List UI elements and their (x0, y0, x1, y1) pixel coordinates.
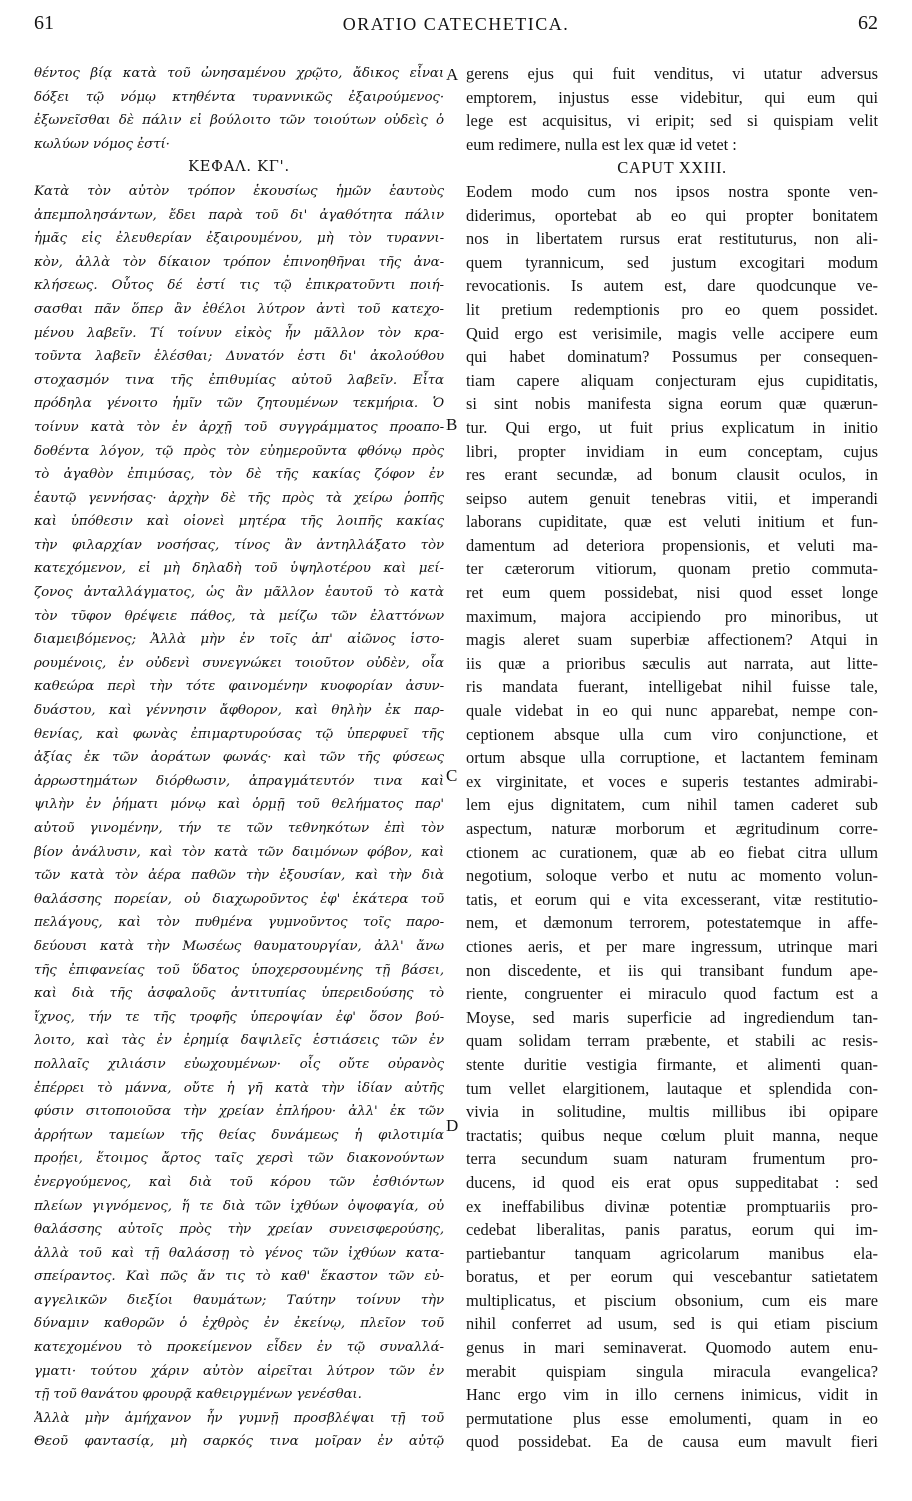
greek-text-line: στοχασμόν τινα τῆς ἐπιθυμίας αὐτοῦ λαβεῖν. Εἶτα (34, 372, 444, 388)
greek-text-line: τὸ ἀγαθὸν ἐπιμύσας, τὸν δὲ τῆς κακίας ζόφον ἐν (34, 467, 444, 483)
greek-text-line: ἀπεμπολησάντων, ἔδει παρὰ τοῦ δι' ἀγαθότητα πάλιν (34, 207, 444, 223)
latin-text-line: ter cæterorum vitiorum, quonam pretio commuta- (466, 559, 878, 579)
greek-text-line: τὴν φιλαρχίαν νοσήσας, τίνος ἂν ἀντηλλάξατο τὸν (34, 537, 444, 553)
greek-text-line: αὐτοῦ γινομένην, τήν τε τῶν τεθνηκότων ἐπὶ τὸν (34, 821, 444, 836)
greek-text-line: λοιτο, καὶ τὰς ἐν ἐρημίᾳ δαψιλεῖς ἑστιάσεις τῶν ἐν (34, 1033, 444, 1049)
greek-text-line: ἀλλὰ τοῦ καὶ τῇ θαλάσσῃ τὸ γένος τῶν ἰχθύων κατα- (34, 1245, 444, 1261)
latin-chapter-heading: CAPUT XXIII. (617, 158, 727, 178)
greek-text-line: δεύουσι κατὰ τὴν Μωσέως θαυματουργίαν, ἀλλ' ἄνω (34, 938, 444, 954)
greek-text-line: ζονος ἀνταλλάγματος, ὡς ἂν μᾶλλον ἑαυτοῦ τὸ κατὰ (34, 585, 444, 601)
latin-text-line: ctiones aeris, et per mare ingressum, utrinque mari (466, 936, 878, 956)
latin-text-line: res erant secundæ, ad bonum clausit oculos, in (466, 465, 878, 485)
greek-column (34, 62, 444, 1454)
page-header (34, 4, 878, 38)
greek-text-line: προῄει, ἕτοιμος ἄρτος ταῖς χερσὶ τῶν διακονούντων (34, 1151, 444, 1167)
latin-text-line: nihil conferret ad usum, sed is qui etiam piscium (466, 1314, 878, 1334)
greek-text-line: πρόδηλα γένοιτο ἡμῖν τῶν ζητουμένων τεκμήρια. Ὁ (34, 396, 444, 412)
greek-text-line: φύσιν σιτοποιοῦσα τὴν χρείαν ἐπλήρου· ἀλλ' ἐκ τῶν (34, 1104, 444, 1120)
latin-text-line: nem, et dæmonum terrorem, potestatemque in affe- (466, 913, 878, 933)
greek-text-line: κλήσεως. Οὗτος δέ ἐστί τις τῷ ἐπικρατοῦντι ποιή- (34, 278, 444, 294)
greek-text-line: ἐνεργούμενος, καὶ διὰ τοῦ κόρου τῶν ἐσθιόντων (34, 1174, 444, 1190)
greek-text-line: τοίνυν κατὰ τὸν ἐν ἀρχῇ τοῦ συγγράμματος προαπο- (34, 419, 444, 435)
greek-text-line: Κατὰ τὸν αὐτὸν τρόπον ἑκουσίως ἡμῶν ἑαυτοὺς (34, 183, 444, 199)
greek-text-line: καὶ ὑπόθεσιν καὶ οἱονεὶ μητέρα τῆς λοιπῆς κακίας (34, 514, 444, 530)
latin-text-line: magis aleret suam superbiæ affectionem? Atqui in (466, 630, 878, 650)
greek-text-line: δύναμιν καθορῶν ὁ ἐχθρὸς ἐν ἐκείνῳ, πλεῖον τοῦ (34, 1316, 444, 1332)
page-number-right: 62 (858, 12, 878, 34)
latin-text-line: non discedente, et iis qui transibant fundum ape- (466, 960, 878, 980)
latin-text-line: Eodem modo cum nos ipsos nostra sponte ven- (466, 181, 878, 201)
greek-text-line: δοθέντα λόγον, τῷ πρὸς τὸν εὐημεροῦντα φθόνῳ πρὸς (34, 443, 444, 459)
latin-text-line: terra secundum suam naturam frumentum pro- (466, 1149, 878, 1169)
greek-text-line: Ἀλλὰ μὴν ἀμήχανον ἦν γυμνῇ προσβλέψαι τῇ τοῦ (34, 1410, 444, 1426)
greek-text-line: ἀρρήτων ταμείων τῆς θείας δυνάμεως ἡ φιλοτιμία (34, 1127, 444, 1143)
latin-text-line: iis quæ a prioribus sæculis aut narrata, aut litte- (466, 653, 878, 673)
latin-text-line: revocationis. Is autem est, dare quodcunque ve- (466, 276, 878, 296)
greek-text-line: δόξει τῷ νόμῳ κτηθέντα τυραννικῶς ἐξαιρούμενος· (34, 89, 444, 105)
greek-text-line: σπείραντος. Καὶ πῶς ἄν τις τὸ καθ' ἕκαστον τῶν εὐ- (34, 1269, 444, 1285)
latin-text-line: eum redimere, nulla est lex quæ id vetet : (466, 134, 737, 154)
latin-text-line: ret eum quem possidebat, nisi quod esset longe (466, 583, 878, 603)
greek-text-line: τῶν κατὰ τὸν ἀέρα παθῶν τὴν ἐξουσίαν, καὶ τὴν διὰ (34, 868, 444, 884)
margin-letter-b: B (446, 415, 458, 434)
latin-text-line: merabit quispiam singula miracula evangelica? (466, 1361, 878, 1381)
latin-text-line: quod possidebat. Ea de causa eum mavult fieri (466, 1432, 878, 1452)
latin-text-line: tatis, et eorum qui e vita excesserant, vitæ restitutio- (466, 889, 878, 909)
latin-text-line: riente, congruenter ei miraculo quod factum est a (466, 984, 878, 1004)
greek-text-line: πελάγους, καὶ τὸν πυθμένα γυμνοῦντος τοῖς παρο- (34, 915, 444, 931)
margin-letter-d: D (446, 1116, 459, 1135)
greek-text-line: τοῦντα λαβεῖν ἑλέσθαι; Δυνατόν ἐστι δι' ἀκολούθου (34, 349, 444, 365)
greek-text-line: Θεοῦ φαντασίᾳ, μὴ σαρκός τινα μοῖραν ἐν αὐτῷ (34, 1434, 444, 1450)
greek-text-line: πολλαῖς χιλιάσιν εὐωχουμένων· οἷς οὔτε οὐρανὸς (34, 1056, 444, 1072)
latin-text-line: quem tyrannicum, sed justum excogitari modum (466, 252, 878, 272)
greek-text-line: ψιλὴν ἐν ῥήματι μόνῳ καὶ ὁρμῇ τοῦ θελήματος παρ' (34, 797, 444, 813)
latin-text-line: cedebat liberalitas, panis paratus, eorum qui im- (466, 1220, 878, 1240)
latin-text-line: qui habet dominatum? Possumus per consequen- (466, 347, 878, 367)
latin-text-line: ceptionem absque ulla cum viro conjunctione, et (466, 724, 878, 744)
latin-text-line: damentum ad deteriora propensionis, et veluti ma- (466, 535, 878, 555)
latin-text-line: tiam capere aliquam conjecturam ejus cupiditatis, (466, 370, 878, 390)
latin-text-line: genus in mari seminaverat. Quomodo autem enu- (466, 1338, 878, 1358)
greek-text-line: ἡμᾶς εἰς ἐλευθερίαν ἐξαιρουμένου, μὴ τὸν τυραννι- (34, 231, 444, 247)
latin-text-line: ctionem ac curationem, quæ ab eo fiebat citra ullum (466, 842, 878, 862)
greek-text-line: κατεχόμενον, εἰ μὴ δηλαδὴ τοῦ ὑψηλοτέρου καὶ μεί- (34, 561, 444, 577)
latin-text-line: seipso autem genuit tenebras vitii, et imperandi (466, 488, 878, 508)
latin-text-line: Hanc ergo vim in illo cernens inimicus, vidit in (466, 1385, 878, 1405)
latin-text-line: si sint nobis manifesta signa eorum quæ quærun- (466, 394, 878, 414)
greek-text-line: δυάστου, καὶ γέννησιν ἄφθορον, καὶ θηλὴν ἐκ παρ- (34, 703, 444, 719)
greek-text-line: θενίας, καὶ φωνὰς ἐπιμαρτυρούσας τῷ ὑπερφυεῖ τῆς (34, 726, 444, 742)
latin-text-line: Quid ergo est verisimile, magis velle accipere eum (466, 323, 878, 343)
latin-text-line: multiplicatus, et piscium obsonium, cum eis mare (466, 1290, 878, 1310)
latin-column (466, 62, 878, 1454)
latin-text-line: ex ineffabilibus divinæ potentiæ promptuariis pro- (466, 1196, 878, 1216)
latin-text-line: vivia in solitudine, multis millibus ibi opipare (466, 1102, 878, 1122)
latin-text-line: ducens, id quod eis erat opus suppeditabat : sed (466, 1172, 878, 1192)
greek-text-line: βίον ἀνάλυσιν, καὶ τὸν κατὰ τῶν δαιμόνων φόβον, καὶ (34, 844, 444, 860)
margin-letter-a: A (446, 65, 459, 84)
greek-text-line: καθεώρα περὶ τὴν τότε φαινομένην κυοφορίαν ἀσυν- (34, 679, 444, 695)
greek-text-line: θέντος βίᾳ κατὰ τοῦ ὠνησαμένου χρῷτο, ἄδικος εἶναι (34, 66, 444, 81)
greek-text-line: γματι· τούτου χάριν αὐτὸν αἱρεῖται λύτρον τῶν ἐν (34, 1363, 444, 1379)
greek-text-line: πλείων γιγνόμενος, ἥ τε διὰ τῶν ἰχθύων ὀψοφαγία, οὐ (34, 1198, 444, 1214)
latin-text-line: tur. Qui ergo, ut fuit prius explicatum in initio (466, 417, 878, 437)
greek-text-line: μένου λαβεῖν. Τί τοίνυν εἰκὸς ἦν μᾶλλον τὸν κρα- (34, 325, 444, 341)
latin-text-line: gerens ejus qui fuit venditus, vi utatur adversus (466, 64, 878, 83)
greek-text-line: ἐξωνεῖσθαι δὲ πάλιν εἰ βούλοιτο τῶν τοιούτων οὐδεὶς ὁ (34, 113, 444, 129)
latin-text-line: diderimus, oportebat ab eo qui propter bonitatem (466, 205, 878, 225)
greek-text-line: ρουμένοις, ἐν οὐδενὶ συνεγνώκει τοιοῦτον οὐδὲν, οἷα (34, 655, 444, 671)
latin-text-line: aspectum, naturæ morborum et ægritudinum corre- (466, 819, 878, 838)
latin-text-line: ris mandata fuerant, intelligebat nihil fuisse tale, (466, 677, 878, 697)
greek-text-line: θαλάσσης πορείαν, οὐ διαχωροῦντος ἐφ' ἑκάτερα τοῦ (34, 891, 444, 907)
running-title: ORATIO CATECHETICA. (342, 14, 570, 34)
latin-text-line: lem ejus dignitatem, cum nihil tamen caderet sub (466, 795, 878, 815)
greek-text-line: καὶ διὰ τῆς ἀσφαλοῦς ἀντιτυπίας ὑπερειδούσης τὸ (34, 986, 444, 1002)
greek-text-line: ἀρρωστημάτων διόρθωσιν, ἀπραγμάτευτόν τινα καὶ (34, 773, 444, 789)
latin-text-line: Moyse, sed maris superficie ad ingrediendum tan- (466, 1007, 878, 1027)
latin-text-line: partiebantur tanquam agricolarum manibus ela- (466, 1243, 878, 1263)
latin-text-line: permutatione plus esse emolumenti, quam in eo (466, 1408, 878, 1428)
latin-text-line: emptorem, injustus esse videbitur, qui eum qui (466, 87, 878, 107)
greek-text-line: ἀξίας ἐκ τῶν ἀοράτων φωνάς· καὶ τῶν τῆς φύσεως (34, 750, 444, 766)
latin-text-line: ex virginitate, et voces e superis testantes admirabi- (466, 771, 878, 791)
latin-text-line: laborans cupiditate, quæ est veluti initium et fun- (466, 512, 878, 532)
latin-text-line: tractatis; quibus neque cœlum pluit manna, neque (466, 1125, 878, 1145)
latin-text-line: stente duritie vestigia firmante, et alimenti quan- (466, 1054, 878, 1074)
latin-text-line: lege est acquisitus, vi eripit; sed si quispiam velit (466, 111, 878, 131)
latin-text-line: lit pretium redemptionis pro eo quem possidet. (466, 299, 878, 319)
latin-text-line: ortum absque ulla corruptione, et lactantem feminam (466, 748, 878, 768)
greek-text-line: ἑαυτῷ γεννήσας· ἀρχὴν δὲ τῆς πρὸς τὰ χείρω ῥοπῆς (34, 490, 444, 506)
latin-text-line: negotium, soloque verbo et nutu ac momento volun- (466, 866, 878, 886)
greek-text-line: ἐπέρρει τὸ μάννα, οὔτε ἡ γῆ κατὰ τὴν ἰδίαν αὐτῆς (34, 1080, 444, 1096)
greek-text-line: τῆς ἐπιφανείας τοῦ ὕδατος ὑποχερσουμένης τῇ βάσει, (34, 962, 444, 978)
latin-text-line: nos in libertatem rursus erat restituturus, non ali- (466, 229, 878, 249)
latin-text-line: boratus, et per eorum qui vescebantur satietatem (466, 1267, 878, 1287)
greek-text-line: σασθαι πᾶν ὅπερ ἂν ἐθέλοι λύτρον ἀντὶ τοῦ κατεχο- (34, 301, 444, 317)
latin-text-line: maximum, majora accipiendo pro minoribus, ut (466, 606, 878, 626)
greek-text-line: ἴχνος, τήν τε τῆς τροφῆς ὑπεροψίαν ἐφ' ὅσον βού- (34, 1009, 444, 1025)
greek-text-line: κὸν, ἀλλὰ τὸν δίκαιον τρόπον ἐπινοηθῆναι τῆς ἀνα- (34, 254, 444, 270)
greek-chapter-heading: ΚΕΦΑΛ. ΚΓ'. (188, 159, 290, 176)
greek-text-line: τῇ τοῦ θανάτου φρουρᾷ καθειργμένων γενέσθαι. (34, 1387, 362, 1403)
greek-text-line: θαλάσσης αὐτοῖς πρὸς τὴν χρείαν συνεισφερούσης, (34, 1222, 444, 1238)
greek-text-line: αγγελικῶν διεξίοι θαυμάτων; Ταύτην τοίνυν τὴν (34, 1292, 444, 1308)
latin-text-line: quale videbat in eo qui nunc apparebat, nempe con- (466, 701, 878, 721)
greek-text-line: κατεχομένου τὸ προκείμενον εἶδεν ἐν τῷ συναλλά- (34, 1340, 444, 1356)
latin-text-line: quam solidam terram præbente, et stabili ac resis- (466, 1031, 878, 1051)
greek-text-line: τὸν τῦφον θρέψειε πάθος, τὰ μείζω τῶν ἐλαττόνων (34, 608, 444, 624)
margin-letter-c: C (446, 766, 458, 785)
latin-text-line: libri, propter invidiam in eum conceptam, cujus (466, 441, 878, 461)
greek-text-line: κωλύων νόμος ἐστί· (34, 136, 170, 152)
latin-text-line: tum vellet elargitionem, lautaque et splendida con- (466, 1078, 878, 1098)
page-number-left: 61 (34, 12, 54, 34)
greek-text-line: διαμειβόμενος; Ἀλλὰ μὴν ἐν τοῖς ἀπ' αἰῶνος ἱστο- (34, 632, 444, 648)
